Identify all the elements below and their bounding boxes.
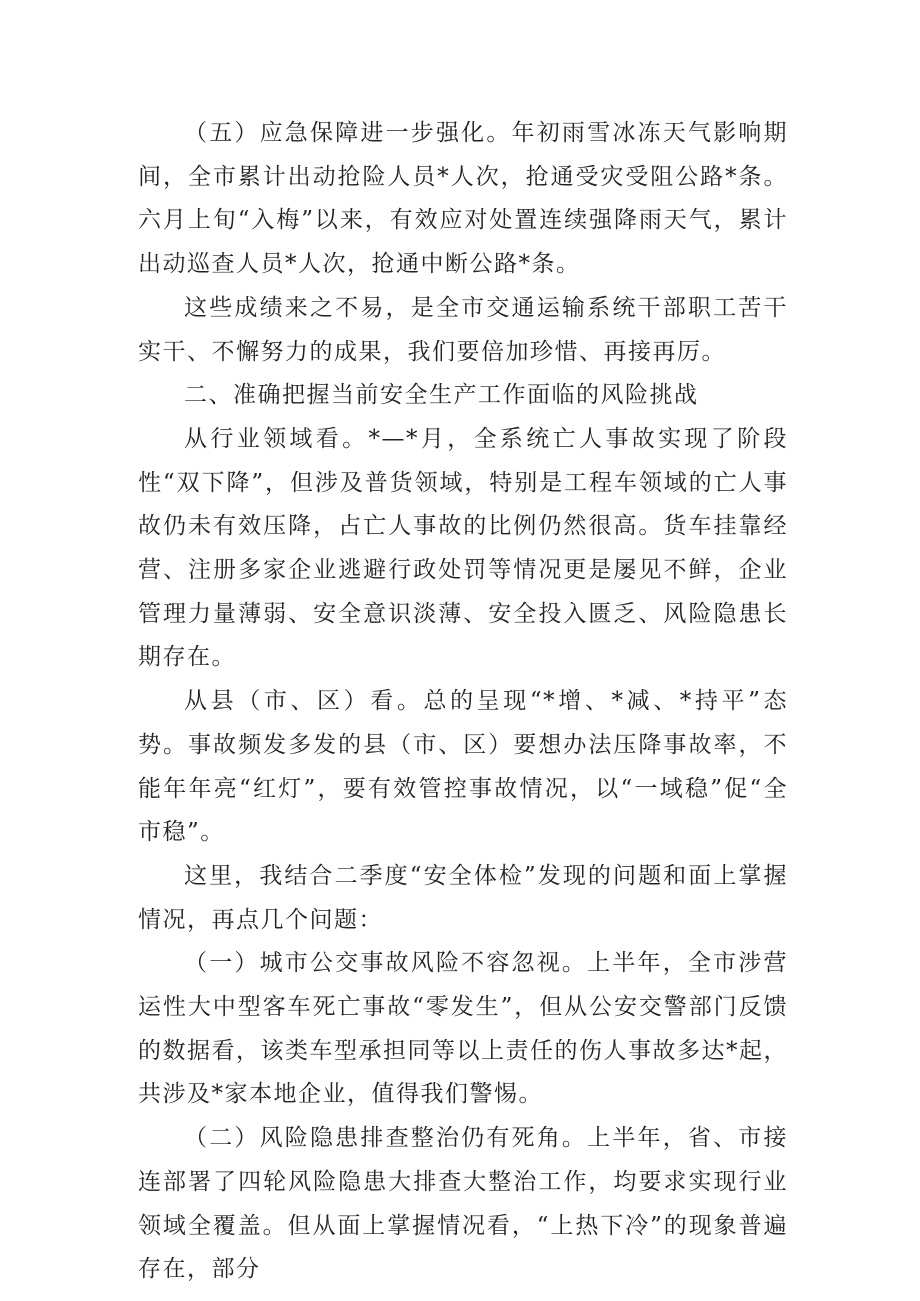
paragraph-county-level: 从县（市、区）看。总的呈现“*增、*减、*持平”态势。事故频发多发的县（市、区）要想办法压降事故率，不能年年亮“红灯”，要有效管控事故情况，以“一域稳”促“全市稳”。 (138, 688, 788, 846)
paragraph-emergency-support: （五）应急保障进一步强化。年初雨雪冰冻天气影响期间，全市累计出动抢险人员*人次，抢通受灾受阻公路*条。六月上旬“入梅”以来，有效应对处置连续强降雨天气，累计出动巡查人员*人次，抢通中断公路*条。 (138, 120, 788, 278)
paragraph-industry-sector: 从行业领域看。*—*月，全系统亡人事故实现了阶段性“双下降”，但涉及普货领域，特别是工程车领域的亡人事故仍未有效压降，占亡人事故的比例仍然很高。货车挂靠经营、注册多家企业逃避行政处罚等情况更是屡见不鲜，企业管理力量薄弱、安全意识淡薄、安全投入匮乏、风险隐患长期存在。 (138, 425, 788, 671)
section-heading-risk-challenges: 二、准确把握当前安全生产工作面临的风险挑战 (184, 382, 699, 409)
paragraph-achievements: 这些成绩来之不易，是全市交通运输系统干部职工苦干实干、不懈努力的成果，我们要倍加珍惜、再接再厉。 (138, 294, 788, 365)
paragraph-bus-risk: （一）城市公交事故风险不容忽视。上半年，全市涉营运性大中型客车死亡事故“零发生”，但从公安交警部门反馈的数据看，该类车型承担同等以上责任的伤人事故多达*起，共涉及*家本地企业，值得我们警惕。 (138, 950, 788, 1108)
paragraph-intro-problems: 这里，我结合二季度“安全体检”发现的问题和面上掌握情况，再点几个问题： (138, 862, 788, 933)
document-body (138, 112, 788, 1292)
paragraph-hazard-inspection: （二）风险隐患排查整治仍有死角。上半年，省、市接连部署了四轮风险隐患大排查大整治工作，均要求实现行业领域全覆盖。但从面上掌握情况看，“上热下冷”的现象普遍存在，部分 (138, 1125, 788, 1283)
